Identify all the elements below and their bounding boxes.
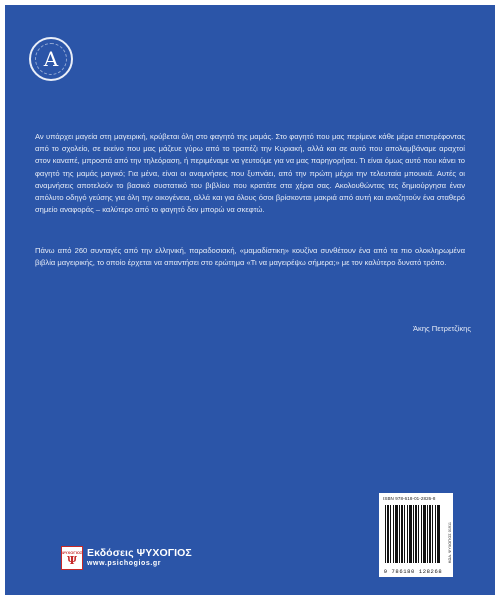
author-logo	[29, 37, 73, 81]
isbn-text: ISBN 978-618-01-2826-8	[383, 496, 436, 501]
barcode-number: 9 786180 128268	[383, 568, 443, 575]
logo-letter: A	[43, 47, 59, 71]
publisher-mark-icon	[61, 546, 83, 570]
description-paragraph-2: Πάνω από 260 συνταγές από την ελληνική, παραδοσιακή, «μαμαδίστικη» κουζίνα συνθέτουν ένα από τα πιο ολοκληρωμένα βιβλία μαγειρικής, το οποίο έρχεται να απαντήσει στο ερώτημα «Τι να μαγειρέψω σήμερα;» με τον καλύτερο δυνατό τρόπο.	[35, 246, 465, 268]
publisher-logo	[61, 543, 199, 573]
barcode-box	[379, 493, 453, 577]
publisher-mark-symbol: Ψ	[66, 553, 78, 567]
barcode-bars	[385, 505, 441, 563]
author-signature: Άκης Πετρετζίκης	[412, 324, 471, 333]
description-paragraph-1: Αν υπάρχει μαγεία στη μαγειρική, κρύβεται όλη στο φαγητό της μαμάς. Στο φαγητό που μας περίμενε κάθε μέρα επιστρέφοντας από το σχολείο, σε εκείνο που μας μάζευε γύρω από το τραπέζι την Κυριακή, αλλά και σε αυτό που απολαμβάναμε αραχτοί στον καναπέ, μπροστά από την τηλεόραση, ή περιμέναμε να γευτούμε για να μας παρηγορήσει. Τι είναι όμως αυτό που κάνει το φαγητό της μαμάς μαγικό; Για μένα, είναι οι αναμνήσεις που ξυπνάει, από την πρώτη μέχρι την τελευταία μπουκιά. Αυτές οι αναμνήσεις αποτελούν το βασικό συστατικό του βιβλίου που κρατάτε στα χέρια σας. Ακολουθώντας τες δημιούργησα έναν απόλυτο οδηγό γεύσης για όλη την οικογένεια, αλλά και για όλους όσοι βρίσκονται μακριά από αυτή και αναζητούν ένα σταθερό σημείο αναφοράς – καλύτερο από το φαγητό δεν μπορώ να σκεφτώ.	[35, 132, 465, 215]
publisher-text	[87, 547, 192, 569]
back-cover	[5, 5, 495, 595]
product-code: ΚΩΔ. ΨΥΧΟΓΙΟΣ 01911	[448, 522, 452, 563]
publisher-url: www.psichogios.gr	[87, 560, 162, 567]
publisher-name: Εκδόσεις ΨΥΧΟΓΙΟΣ	[87, 547, 192, 559]
publisher-mark-label: ΨΥΧΟΓΙΟΣ	[61, 549, 83, 555]
